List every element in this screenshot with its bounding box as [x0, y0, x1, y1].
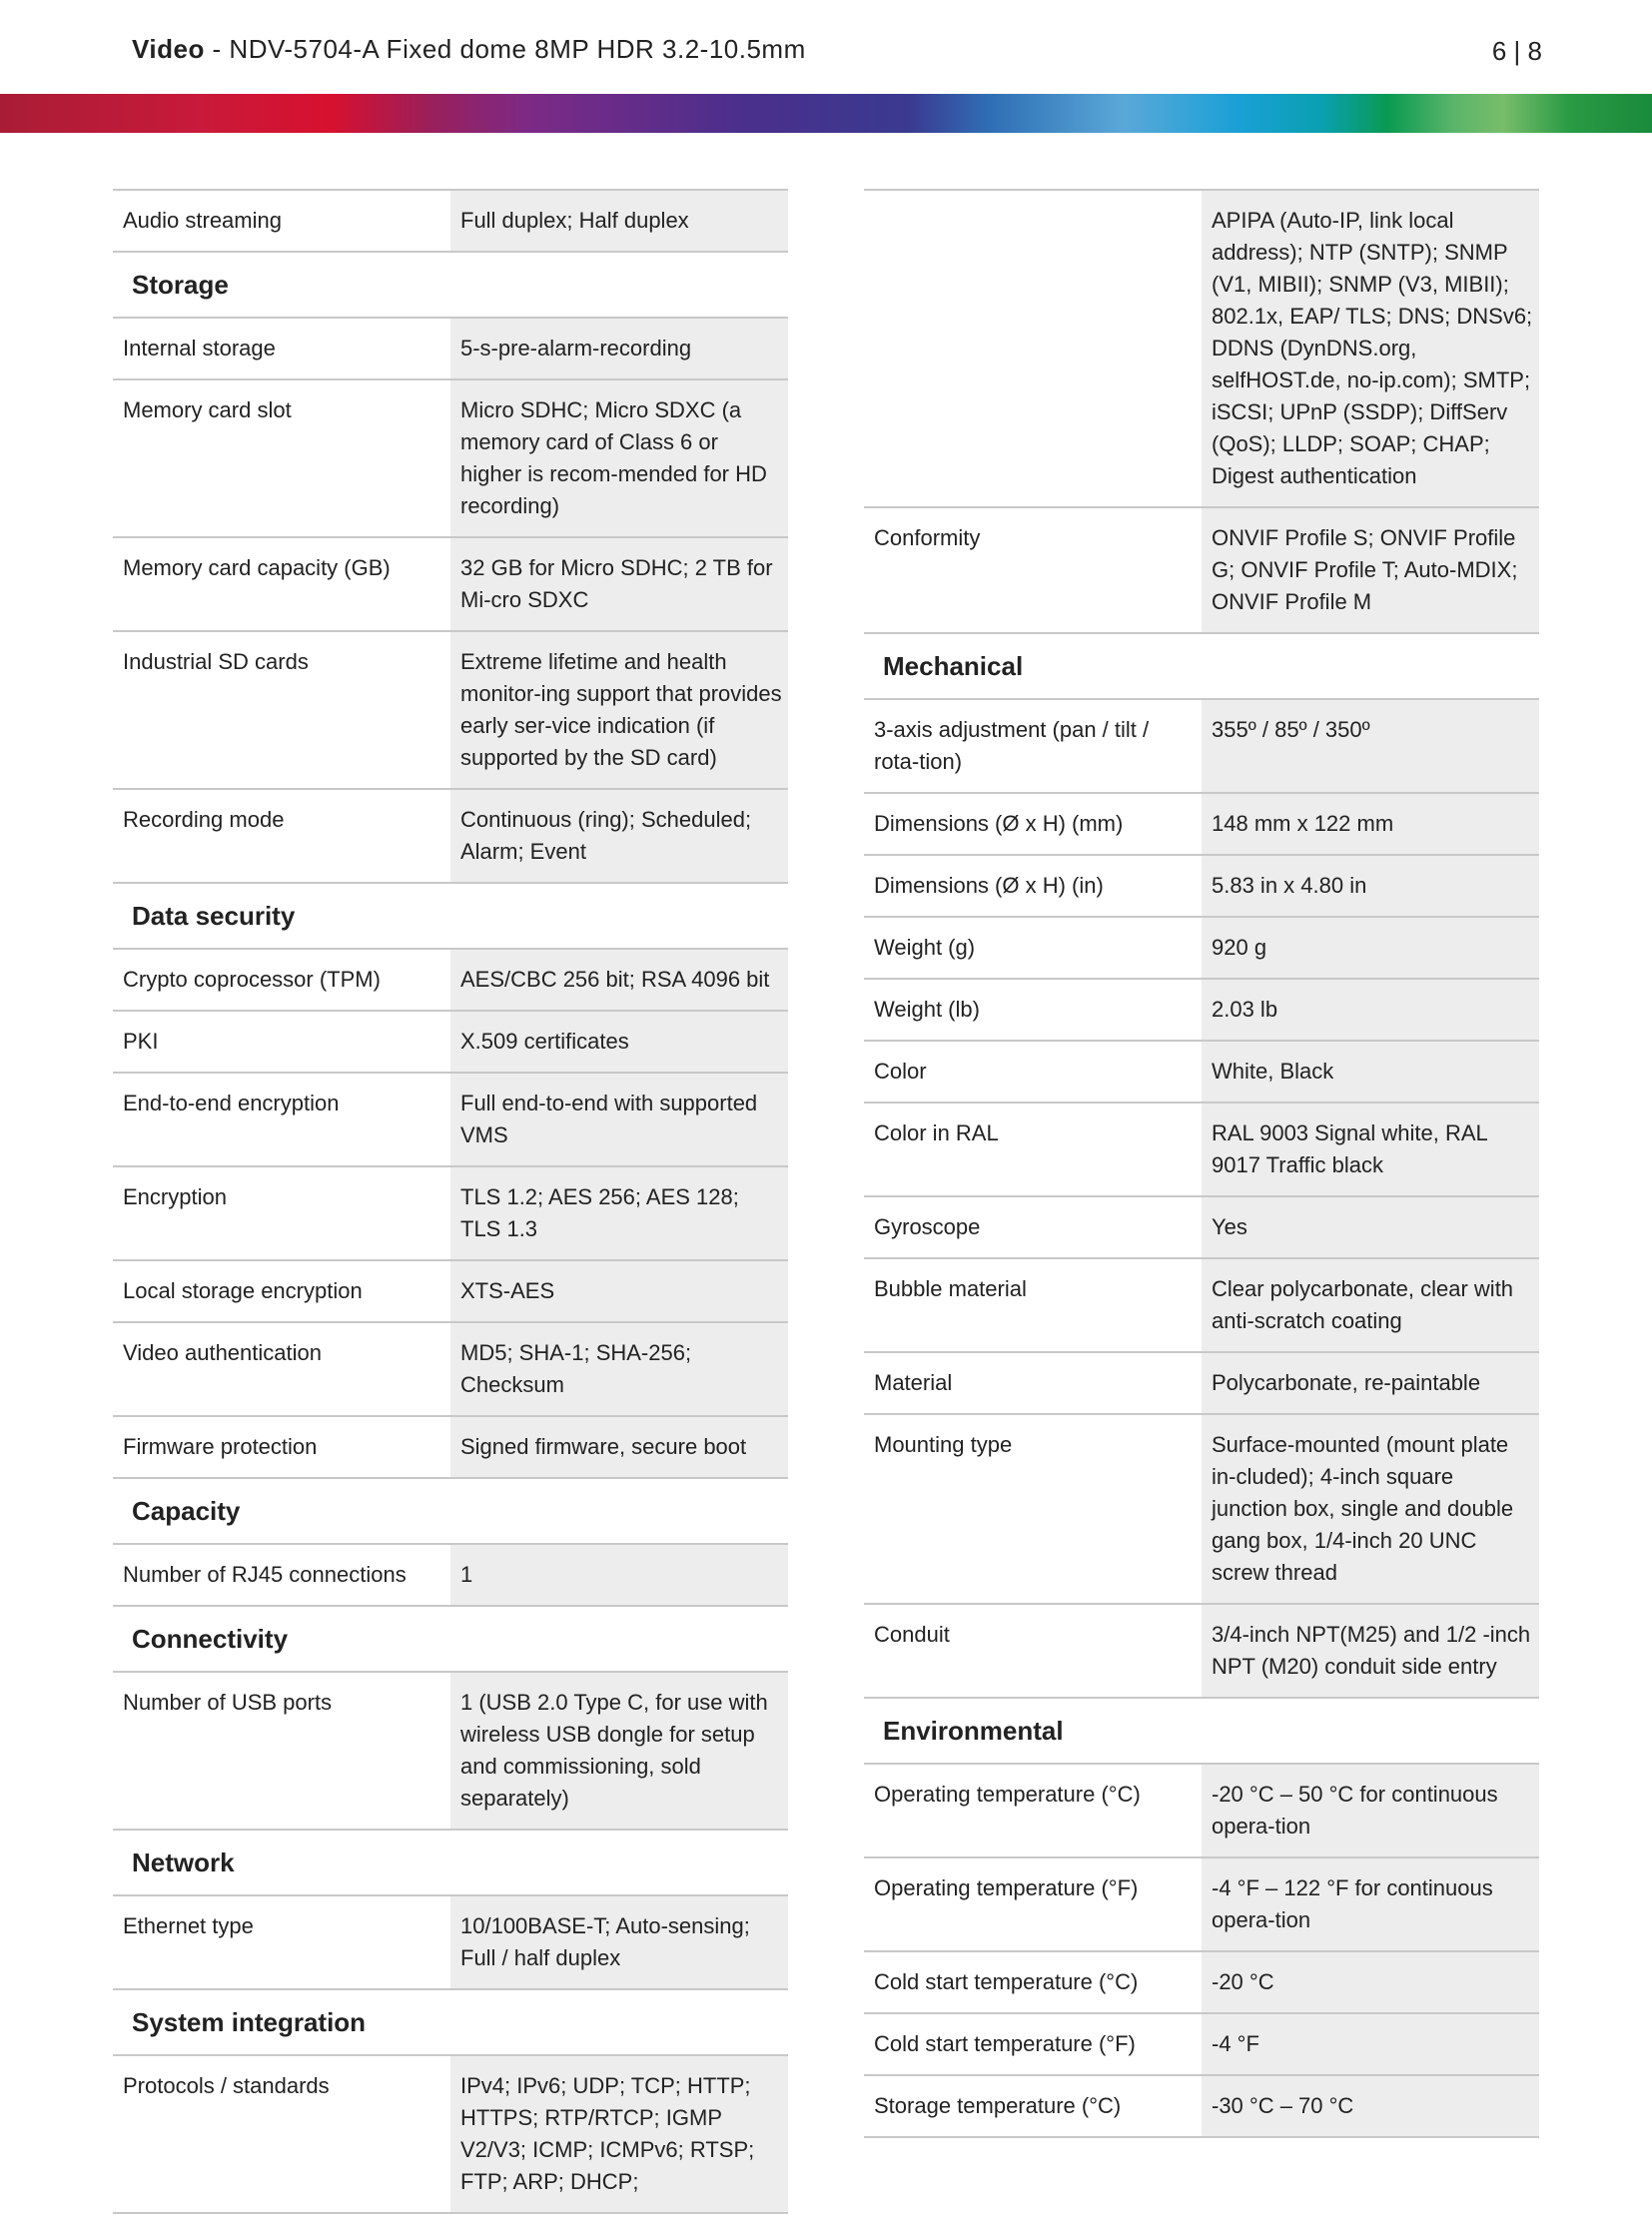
section-heading: Connectivity	[113, 1605, 788, 1671]
spec-row	[113, 189, 788, 251]
spec-value: 1	[450, 1545, 788, 1605]
spec-value: -4 °F – 122 °F for continuous opera-tion	[1202, 1858, 1539, 1950]
spec-value: -30 °C – 70 °C	[1202, 2076, 1539, 2136]
spec-label: Number of RJ45 connections	[123, 1562, 407, 1587]
spec-value: 1 (USB 2.0 Type C, for use with wireless USB dongle for setup and commissioning, sold separately)	[450, 1673, 788, 1829]
spec-value: 920 g	[1202, 918, 1539, 978]
spec-label: Memory card slot	[123, 397, 292, 422]
spec-row	[864, 1413, 1539, 1603]
spec-label: Color in RAL	[874, 1120, 999, 1145]
spec-label: Protocols / standards	[123, 2073, 330, 2098]
spec-value: 148 mm x 122 mm	[1202, 794, 1539, 854]
spec-row	[864, 1257, 1539, 1351]
spec-label: Gyroscope	[874, 1214, 981, 1239]
section-heading: Storage	[113, 251, 788, 317]
spec-label: Operating temperature (°C)	[874, 1782, 1141, 1807]
spec-label: End-to-end encryption	[123, 1091, 340, 1115]
spec-row	[113, 2054, 788, 2212]
spec-row	[864, 1763, 1539, 1856]
spec-value: XTS-AES	[450, 1261, 788, 1321]
spec-label: Conduit	[874, 1622, 950, 1647]
color-band	[0, 94, 1652, 133]
left-spec-column	[113, 189, 788, 2214]
section-heading: System integration	[113, 1988, 788, 2054]
spec-label: Internal storage	[123, 336, 276, 361]
spec-value: Full end-to-end with supported VMS	[450, 1074, 788, 1165]
spec-value: APIPA (Auto-IP, link local address); NTP (SNTP); SNMP (V1, MIBII); SNMP (V3, MIBII); 802.1x, EAP/ TLS; DNS; DNSv6; DDNS (DynDNS.org, selfHOST.de, no-ip.com); SMTP; iSCSI; UPnP (SSDP); DiffServ (QoS); LLDP; SOAP; CHAP; Digest authentication	[1202, 191, 1539, 506]
spec-row	[864, 792, 1539, 854]
spec-value: AES/CBC 256 bit; RSA 4096 bit	[450, 950, 788, 1010]
spec-label: Industrial SD cards	[123, 649, 309, 674]
spec-row	[864, 2074, 1539, 2136]
spec-value: ONVIF Profile S; ONVIF Profile G; ONVIF Profile T; Auto-MDIX; ONVIF Profile M	[1202, 508, 1539, 632]
spec-label: Ethernet type	[123, 1913, 254, 1938]
spec-row	[864, 1040, 1539, 1102]
spec-row	[864, 854, 1539, 916]
spec-row	[864, 1856, 1539, 1950]
spec-value: Full duplex; Half duplex	[450, 191, 788, 251]
spec-value: Extreme lifetime and health monitor-ing support that provides early ser-vice indication (if supported by the SD card)	[450, 632, 788, 788]
spec-row	[113, 1415, 788, 1477]
spec-row	[113, 317, 788, 378]
spec-value: -4 °F	[1202, 2014, 1539, 2074]
spec-row	[113, 1072, 788, 1165]
spec-value: Surface-mounted (mount plate in-cluded); 4-inch square junction box, single and double gang box, 1/4-inch 20 UNC screw thread	[1202, 1415, 1539, 1603]
section-heading: Data security	[113, 882, 788, 948]
spec-row	[113, 378, 788, 536]
spec-label: Color	[874, 1059, 927, 1084]
page-number: 6 | 8	[1491, 36, 1542, 66]
section-heading: Environmental	[864, 1697, 1539, 1763]
spec-label: Conformity	[874, 525, 981, 550]
spec-label: Storage temperature (°C)	[874, 2093, 1122, 2118]
spec-label: Encryption	[123, 1184, 227, 1209]
spec-label: Video authentication	[123, 1340, 322, 1365]
spec-label: Crypto coprocessor (TPM)	[123, 967, 381, 992]
header-title: - NDV-5704-A Fixed dome 8MP HDR 3.2-10.5mm	[204, 34, 806, 64]
spec-row	[864, 189, 1539, 506]
spec-row	[864, 1950, 1539, 2012]
spec-row	[864, 698, 1539, 792]
spec-row	[113, 948, 788, 1010]
spec-value: Signed firmware, secure boot	[450, 1417, 788, 1477]
spec-label: Audio streaming	[123, 208, 282, 233]
header-category: Video	[132, 34, 205, 64]
spec-label	[864, 191, 1202, 506]
spec-label: Weight (g)	[874, 935, 976, 960]
spec-value: IPv4; IPv6; UDP; TCP; HTTP; HTTPS; RTP/RTCP; IGMP V2/V3; ICMP; ICMPv6; RTSP; FTP; ARP; DHCP;	[450, 2056, 788, 2212]
spec-row	[113, 1894, 788, 1988]
spec-value: Polycarbonate, re-paintable	[1202, 1353, 1539, 1413]
spec-value: 2.03 lb	[1202, 980, 1539, 1040]
spec-label: Cold start temperature (°F)	[874, 2031, 1136, 2056]
spec-label: Number of USB ports	[123, 1690, 333, 1715]
spec-label: Bubble material	[874, 1276, 1027, 1301]
spec-row	[113, 1259, 788, 1321]
spec-label: Material	[874, 1370, 953, 1395]
spec-label: Dimensions (Ø x H) (in)	[874, 873, 1104, 898]
spec-row	[113, 630, 788, 788]
spec-value: 5.83 in x 4.80 in	[1202, 856, 1539, 916]
section-heading: Network	[113, 1829, 788, 1894]
spec-label: 3-axis adjustment (pan / tilt / rota-tion)	[874, 717, 1150, 774]
spec-value: 5-s-pre-alarm-recording	[450, 319, 788, 378]
spec-label: PKI	[123, 1029, 159, 1054]
section-heading: Mechanical	[864, 632, 1539, 698]
section-heading: Capacity	[113, 1477, 788, 1543]
spec-value: White, Black	[1202, 1042, 1539, 1102]
spec-value: Micro SDHC; Micro SDXC (a memory card of Class 6 or higher is recom-mended for HD recording)	[450, 380, 788, 536]
spec-value: -20 °C	[1202, 1952, 1539, 2012]
spec-label: Dimensions (Ø x H) (mm)	[874, 811, 1124, 836]
spec-value: 355º / 85º / 350º	[1202, 700, 1539, 792]
spec-value: Yes	[1202, 1197, 1539, 1257]
spec-label: Operating temperature (°F)	[874, 1875, 1139, 1900]
spec-row	[864, 916, 1539, 978]
spec-label: Recording mode	[123, 807, 285, 832]
spec-row	[864, 1603, 1539, 1697]
spec-row	[113, 1671, 788, 1829]
spec-value: 10/100BASE-T; Auto-sensing; Full / half duplex	[450, 1896, 788, 1988]
spec-row	[864, 1102, 1539, 1195]
spec-row	[113, 788, 788, 882]
spec-label: Weight (lb)	[874, 997, 980, 1022]
spec-value: Clear polycarbonate, clear with anti-scratch coating	[1202, 1259, 1539, 1351]
spec-row	[113, 536, 788, 630]
spec-row	[864, 1195, 1539, 1257]
spec-row	[864, 506, 1539, 632]
spec-label: Memory card capacity (GB)	[123, 555, 391, 580]
spec-value: X.509 certificates	[450, 1012, 788, 1072]
spec-value: 3/4-inch NPT(M25) and 1/2 -inch NPT (M20) conduit side entry	[1202, 1605, 1539, 1697]
spec-row	[113, 1321, 788, 1415]
spec-value: MD5; SHA-1; SHA-256; Checksum	[450, 1323, 788, 1415]
spec-row	[864, 1351, 1539, 1413]
spec-row	[113, 1165, 788, 1259]
spec-value: TLS 1.2; AES 256; AES 128; TLS 1.3	[450, 1167, 788, 1259]
spec-row	[864, 2012, 1539, 2074]
spec-label: Cold start temperature (°C)	[874, 1969, 1139, 1994]
spec-label: Firmware protection	[123, 1434, 318, 1459]
document-header	[132, 34, 806, 65]
spec-row	[113, 1543, 788, 1605]
spec-value: -20 °C – 50 °C for continuous opera-tion	[1202, 1765, 1539, 1856]
spec-value: 32 GB for Micro SDHC; 2 TB for Mi-cro SDXC	[450, 538, 788, 630]
spec-value: Continuous (ring); Scheduled; Alarm; Event	[450, 790, 788, 882]
spec-row	[113, 1010, 788, 1072]
spec-label: Mounting type	[874, 1432, 1013, 1457]
spec-row	[864, 978, 1539, 1040]
table-bottom-rule	[864, 2136, 1539, 2138]
spec-value: RAL 9003 Signal white, RAL 9017 Traffic black	[1202, 1104, 1539, 1195]
spec-label: Local storage encryption	[123, 1278, 363, 1303]
right-spec-column	[864, 189, 1539, 2138]
